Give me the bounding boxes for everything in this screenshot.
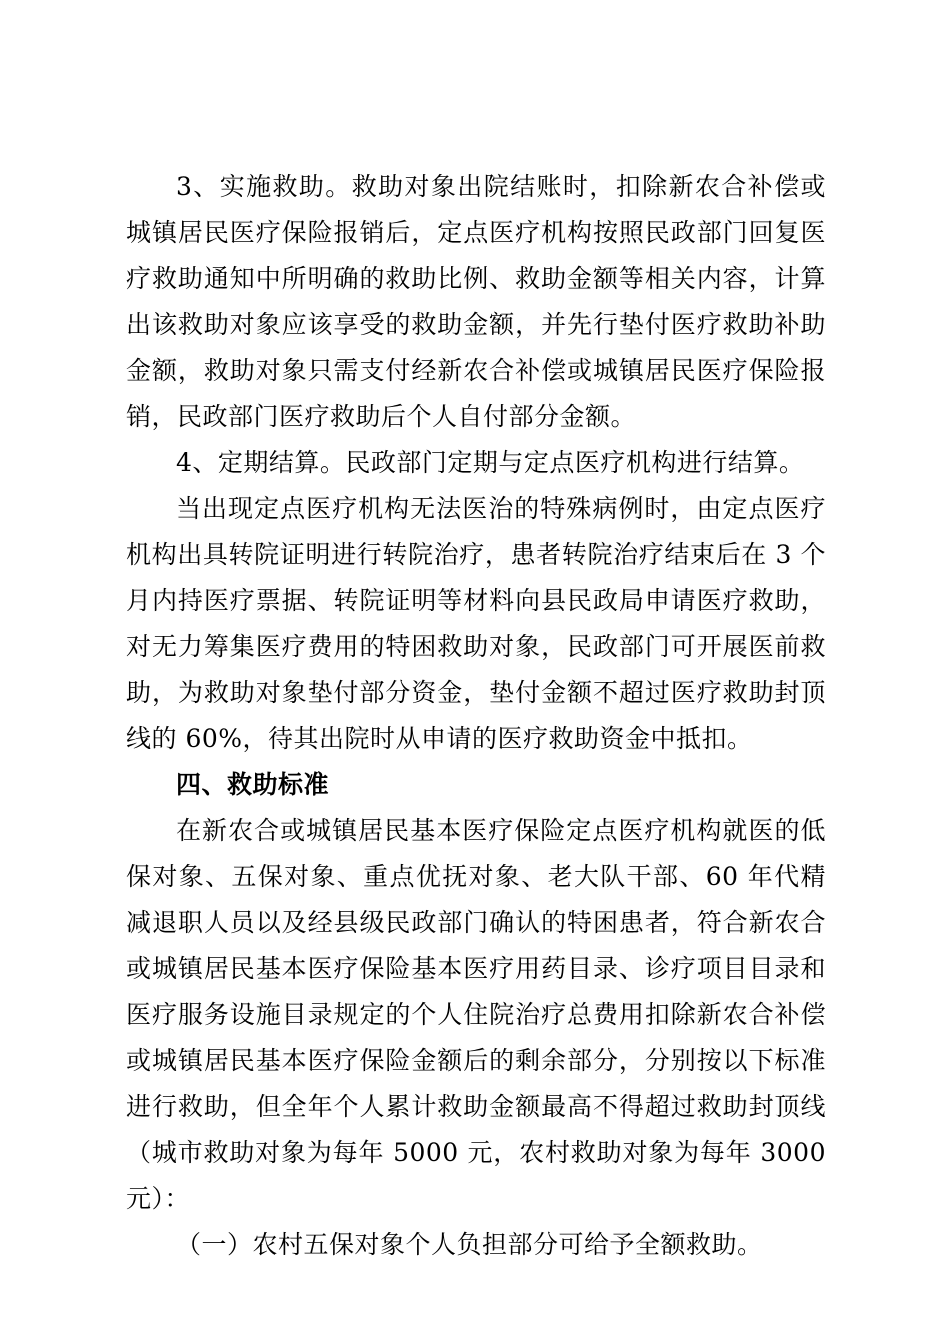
paragraph-implement-assistance: 3、实施救助。救助对象出院结账时，扣除新农合补偿或城镇居民医疗保险报销后，定点医疗机构按照民政部门回复医疗救助通知中所明确的救助比例、救助金额等相关内容，计算出该救助对象应该享受的救助金额，并先行垫付医疗救助补助金额，救助对象只需支付经新农合补偿或城镇居民医疗保险报销，民政部门医疗救助后个人自付部分金额。 xyxy=(126,172,826,431)
section-heading-assistance-standards: 四、救助标准 xyxy=(176,770,330,799)
document-page xyxy=(126,164,826,1268)
paragraph-periodic-settlement: 4、定期结算。民政部门定期与定点医疗机构进行结算。 xyxy=(176,448,805,477)
paragraph-special-cases: 当出现定点医疗机构无法医治的特殊病例时，由定点医疗机构出具转院证明进行转院治疗，患者转院治疗结束后在 3 个月内持医疗票据、转院证明等材料向县民政局申请医疗救助，对无力筹集医疗费用的特困救助对象，民政部门可开展医前救助，为救助对象垫付部分资金，垫付金额不超过医疗救助封顶线的 60%，待其出院时从申请的医疗救助资金中抵扣。 xyxy=(126,494,826,753)
paragraph-eligibility-standards: 在新农合或城镇居民基本医疗保险定点医疗机构就医的低保对象、五保对象、重点优抚对象、老大队干部、60 年代精减退职人员以及经县级民政部门确认的特困患者，符合新农合或城镇居民基本医疗保险基本医疗用药目录、诊疗项目目录和医疗服务设施目录规定的个人住院治疗总费用扣除新农合补偿或城镇居民基本医疗保险金额后的剩余部分，分别按以下标准进行救助，但全年个人累计救助金额最高不得超过救助封顶线（城市救助对象为每年 5000 元，农村救助对象为每年 3000 元）： xyxy=(126,816,826,1213)
paragraph-five-guarantee-full-aid: （一）农村五保对象个人负担部分可给予全额救助。 xyxy=(176,1230,763,1259)
